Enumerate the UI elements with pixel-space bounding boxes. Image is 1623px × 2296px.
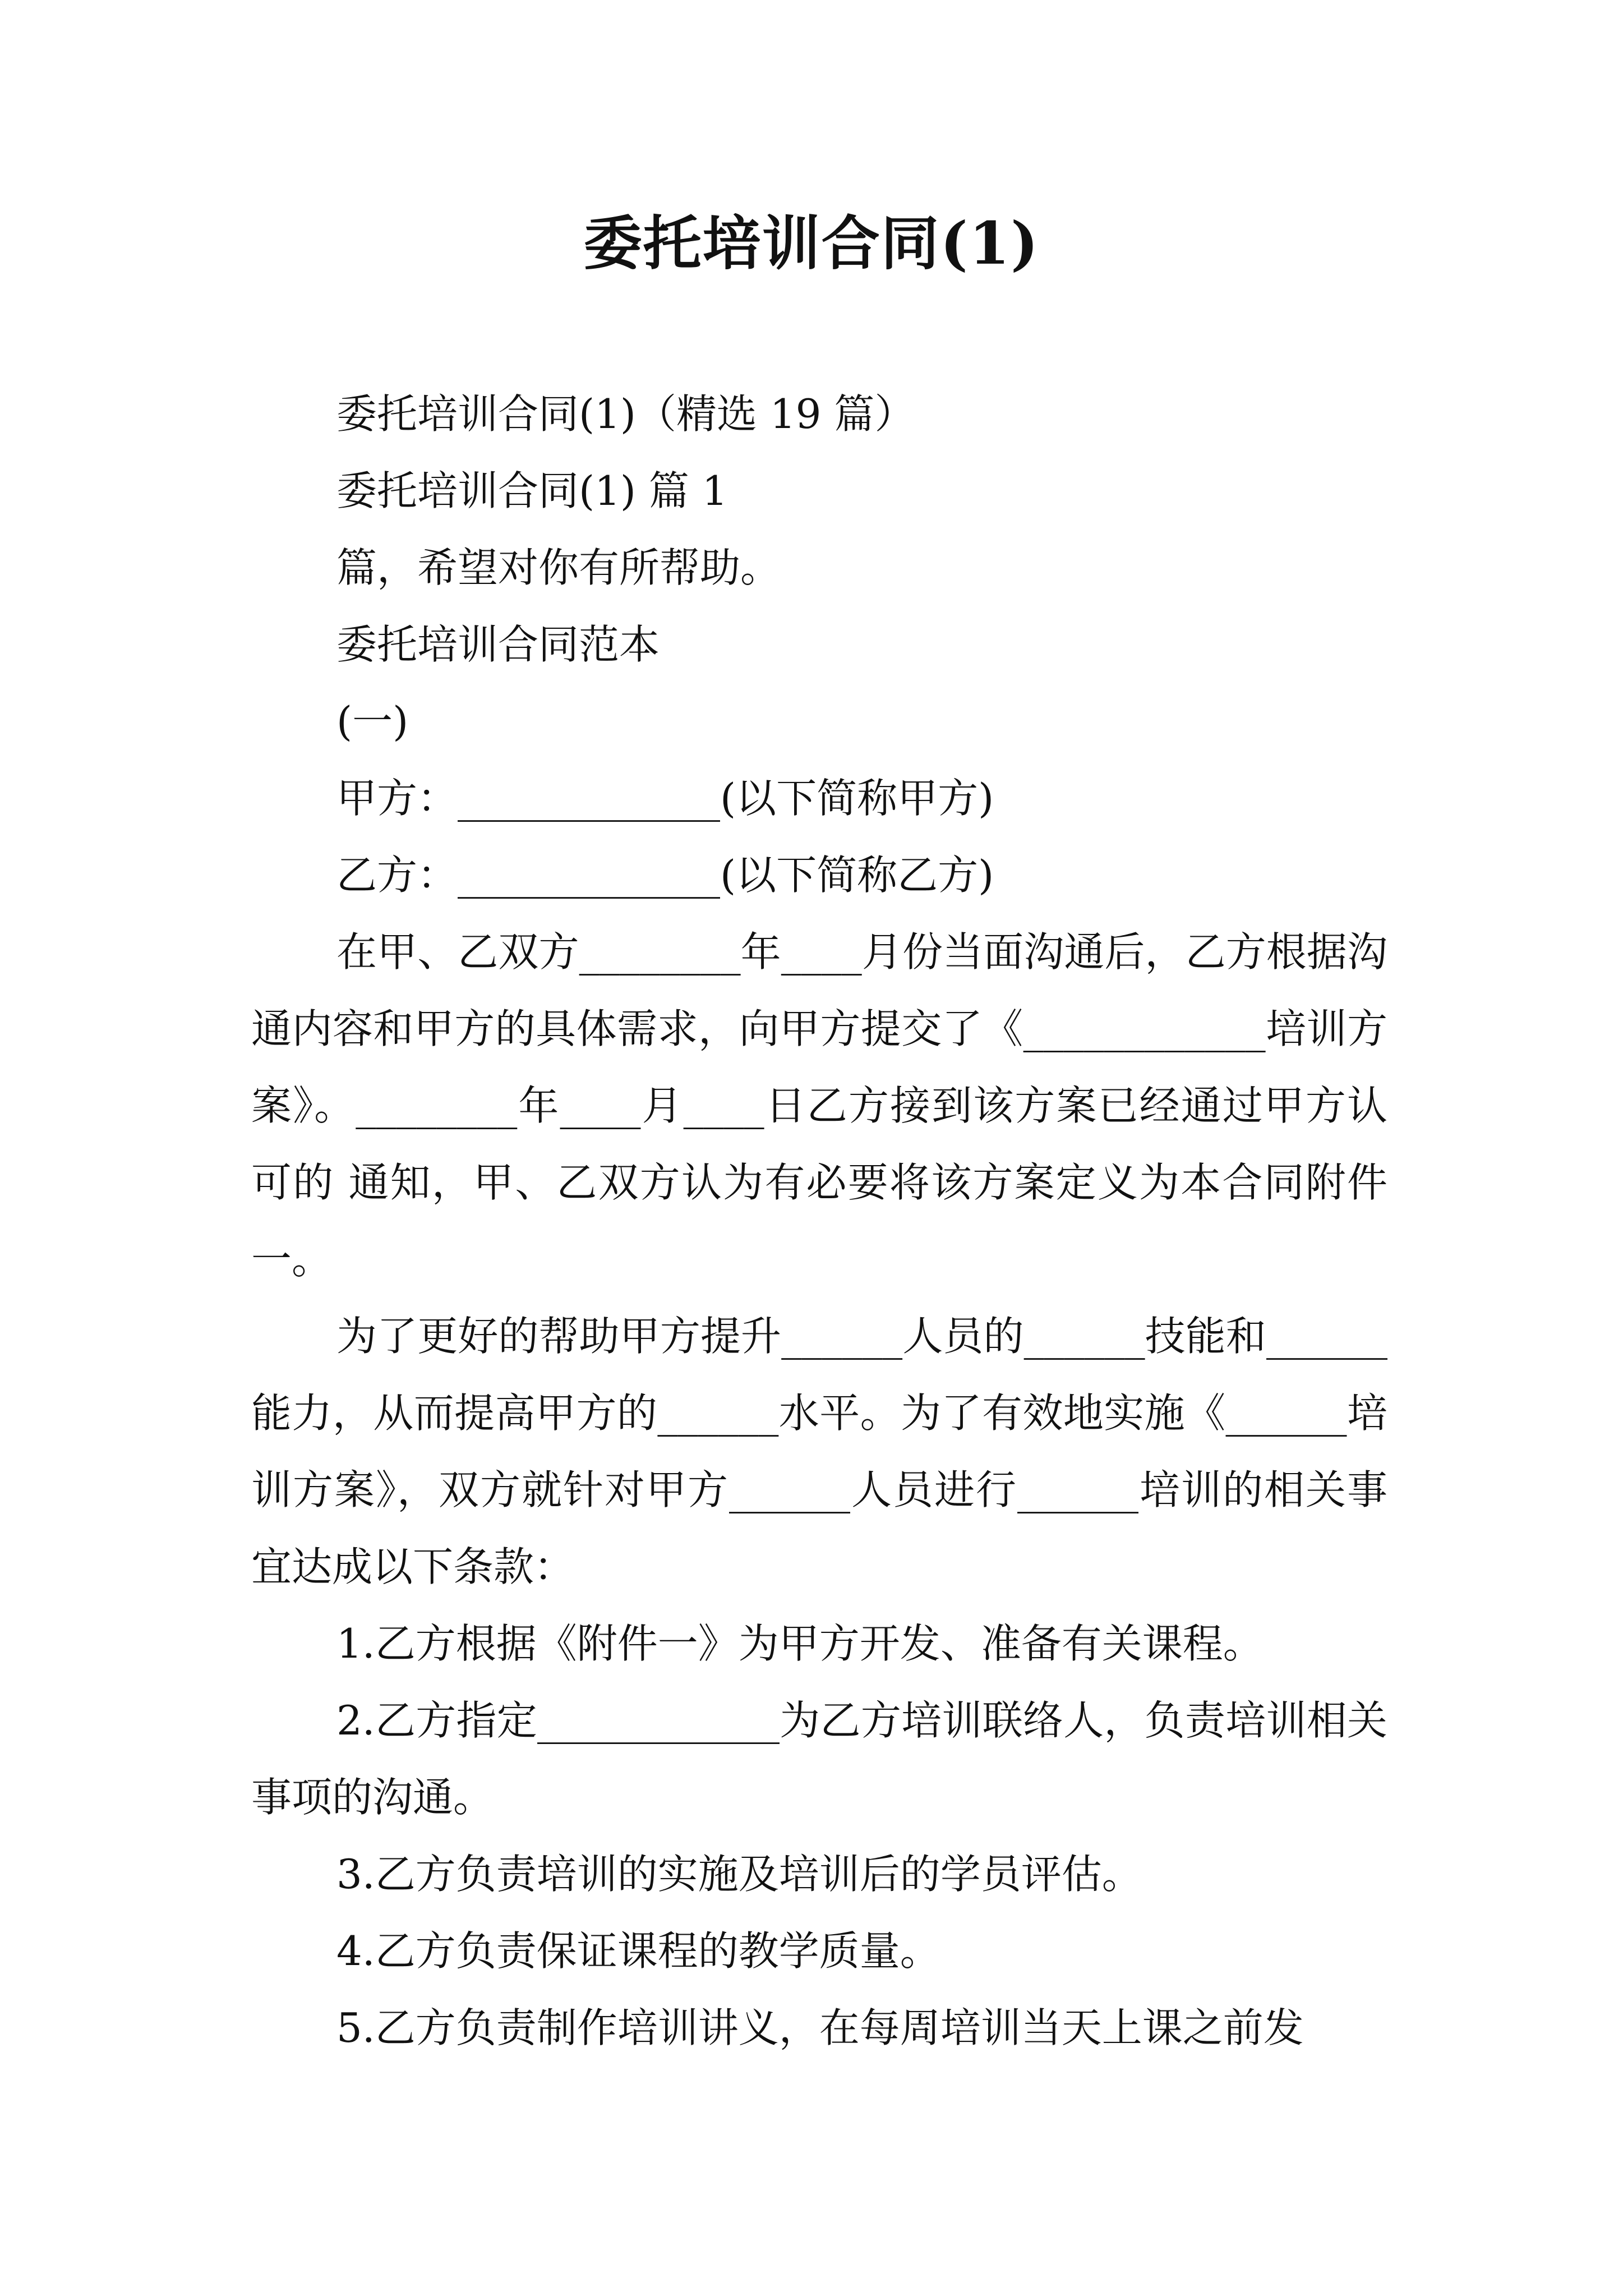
paragraph-background: 在甲、乙双方________年____月份当面沟通后，乙方根据沟通内容和甲方的具体需求，向甲方提交了《____________培训方案》。________年____月____日乙方接到该方案已经通过甲方认可的 通知，甲、乙双方认为有必要将该方案定义为本合同附件一。 bbox=[251, 928, 1387, 1283]
section-heading: 委托培训合同(1) 篇 1 bbox=[336, 467, 728, 514]
clause-5: 5.乙方负责制作培训讲义，在每周培训当天上课之前发 bbox=[336, 2004, 1304, 2051]
clause-4: 4.乙方负责保证课程的教学质量。 bbox=[336, 1927, 940, 1975]
document-body bbox=[251, 376, 1387, 2067]
document-title: 委托培训合同(1) bbox=[583, 209, 1040, 278]
part-number: (一) bbox=[336, 698, 409, 745]
subtitle-line: 委托培训合同(1)（精选 19 篇） bbox=[336, 390, 915, 438]
party-a-line: 甲方：_____________(以下简称甲方) bbox=[336, 775, 994, 822]
intro-line: 篇，希望对你有所帮助。 bbox=[336, 544, 781, 591]
party-b-line: 乙方：_____________(以下简称乙方) bbox=[336, 852, 994, 899]
clause-3: 3.乙方负责培训的实施及培训后的学员评估。 bbox=[336, 1851, 1142, 1898]
paragraph-purpose: 为了更好的帮助甲方提升______人员的______技能和______ 能力，从而提高甲方的______水平。为了有效地实施《______培训方案》，双方就针对甲方______人员进行______培训的相关事宜达成以下条款： bbox=[251, 1313, 1387, 1590]
template-heading: 委托培训合同范本 bbox=[336, 621, 660, 668]
clause-2: 2.乙方指定____________为乙方培训联络人，负责培训相关事项的沟通。 bbox=[251, 1697, 1387, 1821]
clause-1: 1.乙方根据《附件一》为甲方开发、准备有关课程。 bbox=[336, 1620, 1264, 1667]
